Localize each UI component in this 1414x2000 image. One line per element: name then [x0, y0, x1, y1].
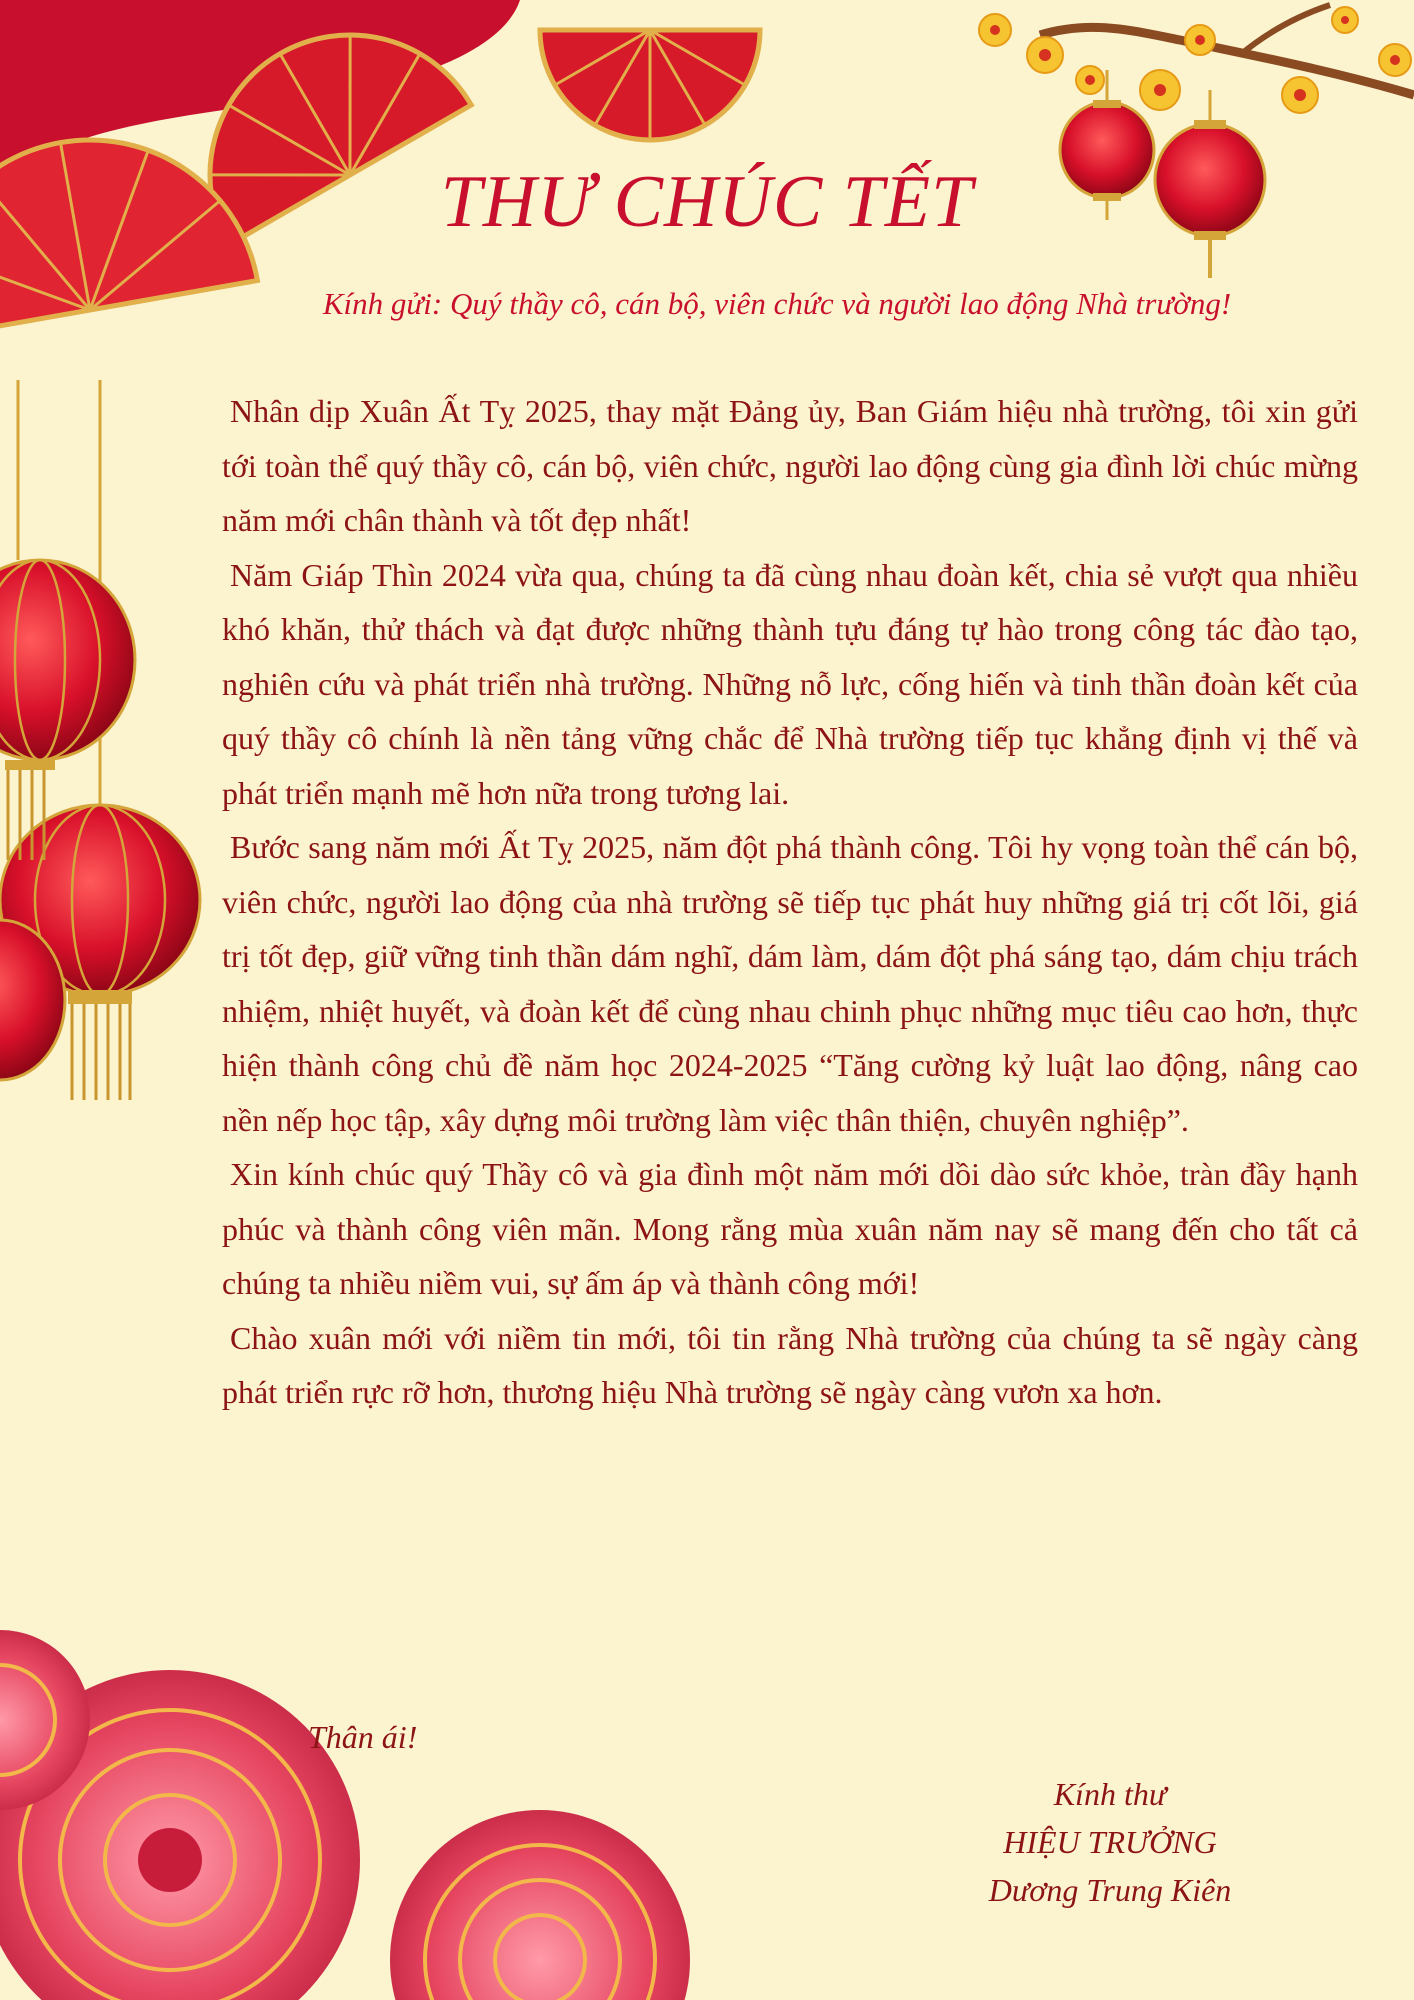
signature-line-1: Kính thư: [1053, 1776, 1167, 1812]
paragraph: Năm Giáp Thìn 2024 vừa qua, chúng ta đã cùng nhau đoàn kết, chia sẻ vượt qua nhiều khó khăn, thử thách và đạt được những thành tựu đáng tự hào trong công tác đào tạo, nghiên cứu và phát triển nhà trường. Những nỗ lực, cống hiến và tinh thần đoàn kết của quý thầy cô chính là nền tảng vững chắc để Nhà trường tiếp tục khẳng định vị thế và phát triển mạnh mẽ hơn nữa trong tương lai.: [222, 556, 1358, 811]
peony-flower-icon: [0, 1630, 690, 2000]
paragraph: Nhân dịp Xuân Ất Tỵ 2025, thay mặt Đảng ủy, Ban Giám hiệu nhà trường, tôi xin gửi tới toàn thể quý thầy cô, cán bộ, viên chức, người lao động cùng gia đình lời chúc mừng năm mới chân thành và tốt đẹp nhất!: [222, 393, 1358, 538]
letter-closing: Thân ái!: [308, 1719, 418, 1755]
signature-block: [920, 1770, 1300, 1914]
letter-greeting: Kính gửi: Quý thầy cô, cán bộ, viên chức và người lao động Nhà trường!: [322, 286, 1232, 321]
letter-title: THƯ CHÚC TẾT: [440, 161, 974, 243]
signature-name: Dương Trung Kiên: [988, 1872, 1232, 1908]
lantern-icon: [0, 380, 200, 1100]
paragraph: Chào xuân mới với niềm tin mới, tôi tin rằng Nhà trường của chúng ta sẽ ngày càng phát triển rực rỡ hơn, thương hiệu Nhà trường sẽ ngày càng vươn xa hơn.: [222, 1319, 1358, 1410]
plum-blossom-icon: [979, 5, 1414, 113]
paragraph: Bước sang năm mới Ất Tỵ 2025, năm đột phá thành công. Tôi hy vọng toàn thể cán bộ, viên chức, người lao động của nhà trường sẽ tiếp tục phát huy những giá trị cốt lõi, giá trị tốt đẹp, giữ vững tinh thần dám nghĩ, dám làm, dám đột phá sáng tạo, dám chịu trách nhiệm, nhiệt huyết, và đoàn kết để cùng nhau chinh phục những mục tiêu cao hơn, thực hiện thành công chủ đề năm học 2024-2025 “Tăng cường kỷ luật lao động, nâng cao nền nếp học tập, xây dựng môi trường làm việc thân thiện, chuyên nghiệp”.: [222, 829, 1358, 1138]
letter-body: [222, 384, 1358, 1420]
signature-title: HIỆU TRƯỞNG: [1003, 1824, 1217, 1860]
paragraph: Xin kính chúc quý Thầy cô và gia đình một năm mới dồi dào sức khỏe, tràn đầy hạnh phúc và thành công viên mãn. Mong rằng mùa xuân năm nay sẽ mang đến cho tất cả chúng ta nhiều niềm vui, sự ấm áp và thành công mới!: [222, 1156, 1358, 1301]
